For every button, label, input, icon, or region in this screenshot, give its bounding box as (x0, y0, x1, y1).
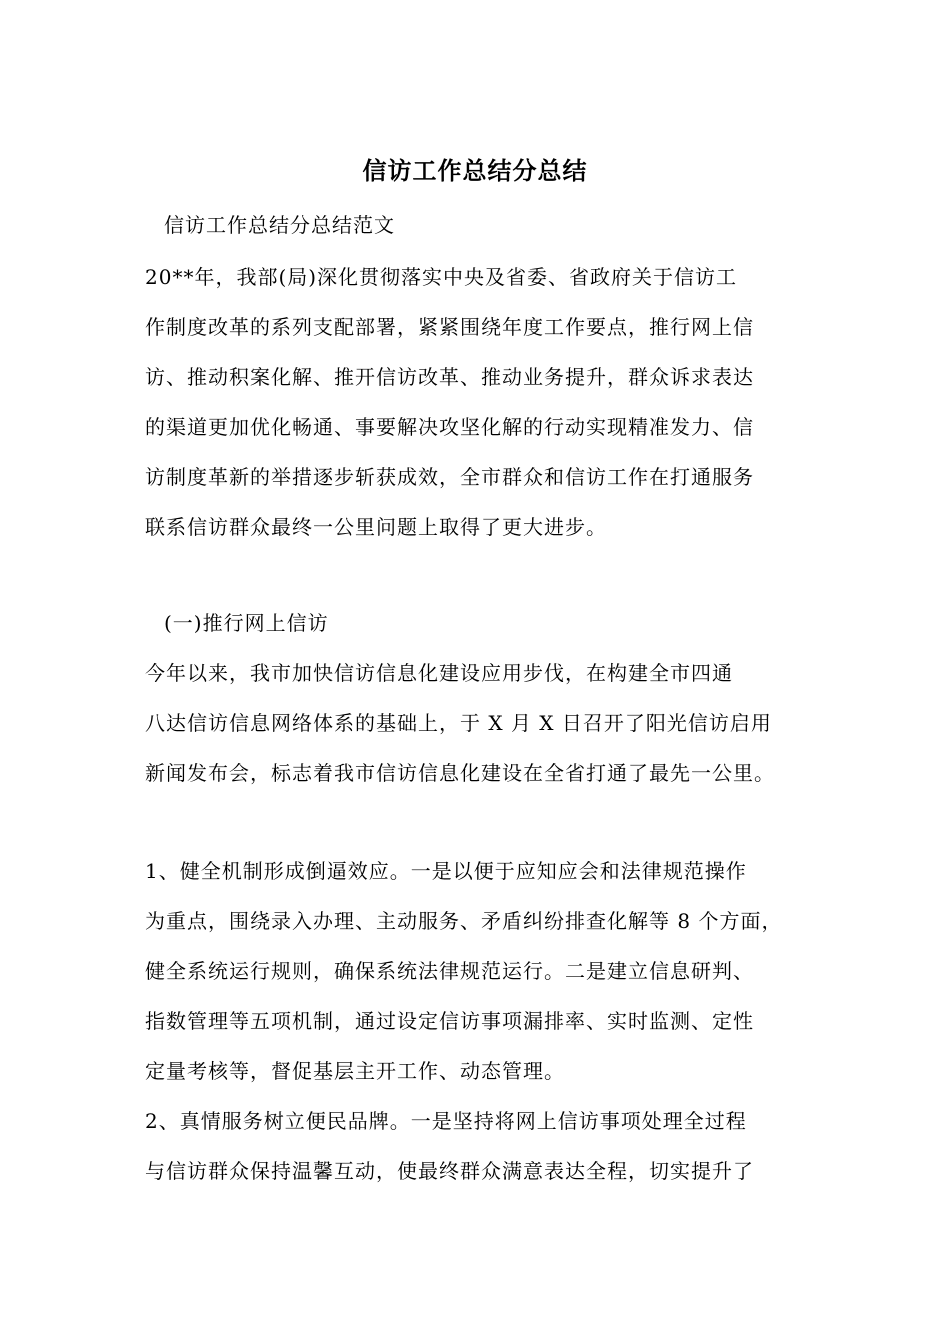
paragraph-online-petition (145, 648, 835, 798)
paragraph-line: 访、推动积案化解、推开信访改革、推动业务提升，群众诉求表达 (145, 365, 754, 389)
document-subtitle: 信访工作总结分总结范文 (164, 213, 395, 237)
paragraph-line: 1、健全机制形成倒逼效应。一是以便于应知应会和法律规范操作 (145, 859, 747, 883)
paragraph-line: 作制度改革的系列支配部署，紧紧围绕年度工作要点，推行网上信 (145, 315, 754, 339)
paragraph-line: 定量考核等，督促基层主开工作、动态管理。 (145, 1059, 565, 1083)
paragraph-line: 为重点，围绕录入办理、主动服务、矛盾纠纷排查化解等 8 个方面， (145, 909, 783, 933)
section-heading: (一)推行网上信访 (164, 611, 329, 635)
paragraph-line: 访制度革新的举措逐步斩获成效，全市群众和信访工作在打通服务 (145, 465, 754, 489)
paragraph-line: 与信访群众保持温馨互动，使最终群众满意表达全程，切实提升了 (145, 1159, 754, 1183)
paragraph-intro (145, 252, 835, 552)
paragraph-line: 指数管理等五项机制，通过设定信访事项漏排率、实时监测、定性 (145, 1009, 754, 1033)
paragraph-line: 今年以来，我市加快信访信息化建设应用步伐，在构建全市四通 (145, 661, 733, 685)
paragraph-item-2 (145, 1096, 835, 1196)
paragraph-line: 联系信访群众最终一公里问题上取得了更大进步。 (145, 515, 607, 539)
document-title: 信访工作总结分总结 (362, 156, 588, 185)
paragraph-line: 2、真情服务树立便民品牌。一是坚持将网上信访事项处理全过程 (145, 1109, 747, 1133)
paragraph-line: 八达信访信息网络体系的基础上，于 X 月 X 日召开了阳光信访启用 (145, 711, 772, 735)
paragraph-line: 新闻发布会，标志着我市信访信息化建设在全省打通了最先一公里。 (145, 761, 775, 785)
paragraph-line: 20**年，我部(局)深化贯彻落实中央及省委、省政府关于信访工 (145, 265, 738, 289)
paragraph-line: 的渠道更加优化畅通、事要解决攻坚化解的行动实现精准发力、信 (145, 415, 754, 439)
paragraph-item-1 (145, 846, 835, 1096)
paragraph-line: 健全系统运行规则，确保系统法律规范运行。二是建立信息研判、 (145, 959, 754, 983)
